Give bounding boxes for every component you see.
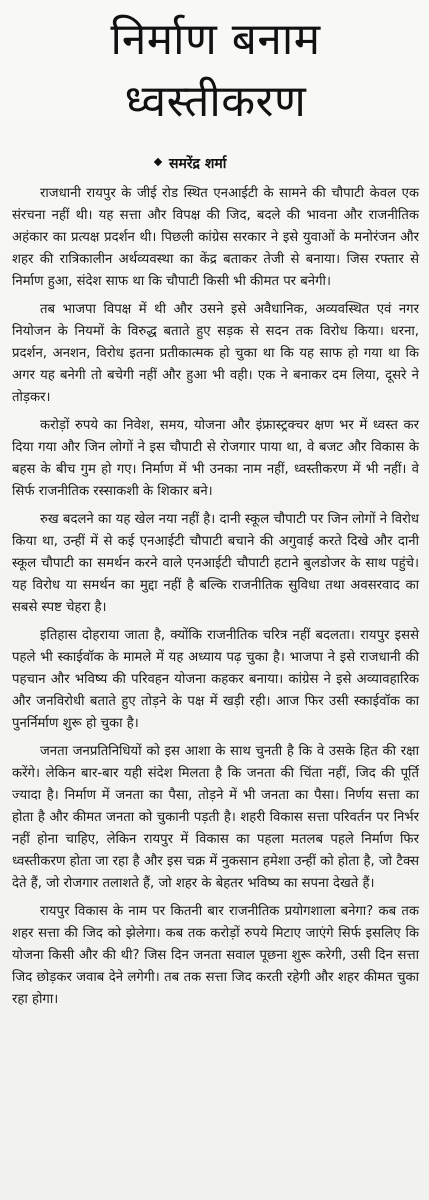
paragraph-1: राजधानी रायपुर के जीई रोड स्थित एनआईटी के सामने की चौपाटी केवल एक संरचना नहीं थी। यह सत्ता और विपक्ष की जिद, बदले की भावना और राजनीतिक अहंकार का प्रत्यक्ष प्रदर्शन थी। पिछली कांग्रेस सरकार ने इसे युवाओं के मनोरंजन और शहर की रात्रिकालीन अर्थव्यवस्था का केंद्र बताकर तेजी से बनाया। जिस रफ्तार से निर्माण हुआ, संदेश साफ था कि चौपाटी किसी भी कीमत पर बनेगी। (12, 186, 419, 289)
byline-block (155, 156, 429, 176)
paragraph-2: तब भाजपा विपक्ष में थी और उसने इसे अवैधानिक, अव्यवस्थित एवं नगर नियोजन के नियमों के विरुद्ध बताते हुए सड़क से सदन तक विरोध किया। धरना, प्रदर्शन, अनशन, विरोध इतना प्रतीकात्मक हो चुका था कि यह साफ हो गया था कि अगर यह बनेगी तो बचेगी नहीं और हुआ भी वही। एक ने बनाकर दम लिया, दूसरे ने तोड़कर। (12, 302, 419, 405)
paragraph-3: करोड़ों रुपये का निवेश, समय, योजना और इंफ्रास्ट्रक्चर क्षण भर में ध्वस्त कर दिया गया और जिन लोगों ने इस चौपाटी से रोजगार पाया था, वे बजट और विकास के बहस के बीच गुम हो गए। निर्माण में भी उनका नाम नहीं, ध्वस्तीकरण में भी नहीं। वे सिर्फ राजनीतिक रस्साकशी के शिकार बने। (12, 418, 419, 499)
byline: समरेंद्र शर्मा (169, 156, 227, 172)
paragraph-5: इतिहास दोहराया जाता है, क्योंकि राजनीतिक चरित्र नहीं बदलता। रायपुर इससे पहले भी स्काईवॉक के मामले में यह अध्याय पढ़ चुका है। भाजपा ने इसे राजधानी की पहचान और भविष्य की परिवहन योजना कहकर बनाया। कांग्रेस ने इसे अव्यावहारिक और जनविरोधी बताते हुए तोड़ने के पक्ष में खड़ी रही। आज फिर उसी स्काईवॉक का पुनर्निर्माण शुरू हो चुका है। (12, 628, 419, 731)
paragraph-4: रुख बदलने का यह खेल नया नहीं है। दानी स्कूल चौपाटी पर जिन लोगों ने विरोध किया था, उन्हीं में से कई एनआईटी चौपाटी बचाने की अगुवाई करते दिखे और दानी स्कूल चौपाटी का समर्थन करने वाले एनआईटी चौपाटी हटाने बुलडोजर के साथ पहुंचे। यह विरोध या समर्थन का मुद्दा नहीं है बल्कि राजनीतिक सुविधा तथा अवसरवाद का सबसे स्पष्ट चेहरा है। (12, 512, 419, 615)
paragraph-7: रायपुर विकास के नाम पर कितनी बार राजनीतिक प्रयोगशाला बनेगा? कब तक शहर सत्ता की जिद को झेलेगा। कब तक करोड़ों रुपये मिटाए जाएंगे सिर्फ इसलिए कि योजना किसी और की थी? जिस दिन जनता सवाल पूछना शुरू करेगी, उसी दिन सत्ता जिद छोड़कर जवाब देने लगेगी। तब तक सत्ता जिद करती रहेगी और शहर कीमत चुका रहा होगा। (12, 904, 419, 1007)
headline-line-1: निर्माण बनाम (110, 14, 321, 65)
headline-line-2: ध्वस्तीकरण (124, 76, 307, 127)
article-body (12, 183, 419, 1017)
diamond-bullet-icon (154, 158, 162, 166)
headline (12, 10, 419, 134)
paragraph-6: जनता जनप्रतिनिधियों को इस आशा के साथ चुनती है कि वे उसके हित की रक्षा करेंगे। लेकिन बार-बार यही संदेश मिलता है कि जनता की चिंता नहीं, जिद की पूर्ति ज्यादा है। निर्माण में जनता का पैसा, तोड़ने में भी जनता का पैसा। निर्णय सत्ता का होता है और कीमत जनता को चुकानी पड़ती है। शहरी विकास सत्ता परिवर्तन पर निर्भर नहीं होना चाहिए, लेकिन रायपुर में विकास का पहला मतलब पहले निर्माण फिर ध्वस्तीकरण होता जा रहा है और इस चक्र में नुकसान हमेशा उन्हीं को होता है, जो टैक्स देते हैं, जो रोजगार तलाशते हैं, जो शहर के बेहतर भविष्य का सपना देखते हैं। (12, 744, 419, 891)
